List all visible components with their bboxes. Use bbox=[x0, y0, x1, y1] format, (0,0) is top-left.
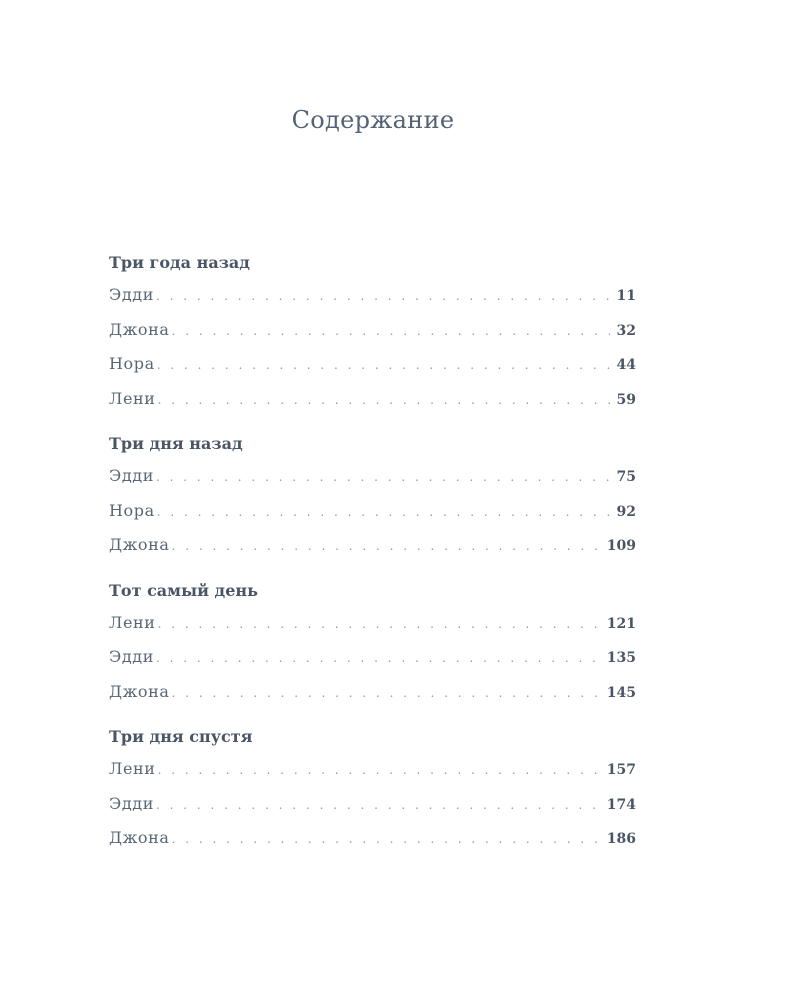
dot-leader bbox=[172, 314, 610, 349]
toc-entry[interactable] bbox=[109, 640, 636, 675]
entry-page-number: 75 bbox=[616, 469, 636, 485]
toc-section bbox=[109, 576, 636, 710]
section-title: Три года назад bbox=[109, 253, 250, 272]
entry-name: Лени bbox=[109, 759, 156, 778]
entry-name: Джона bbox=[109, 319, 170, 339]
dot-leader bbox=[156, 788, 605, 823]
toc-section bbox=[109, 722, 636, 856]
section-title: Три дня назад bbox=[109, 434, 243, 453]
dot-leader bbox=[156, 460, 610, 495]
entry-page-number: 92 bbox=[616, 503, 636, 520]
entry-name: Эдди bbox=[109, 647, 155, 666]
entry-name: Нора bbox=[109, 354, 155, 373]
toc-entry[interactable] bbox=[109, 347, 636, 382]
entry-name: Джона bbox=[109, 535, 170, 554]
entry-page-number: 32 bbox=[616, 322, 636, 339]
dot-leader bbox=[157, 495, 610, 530]
entry-name: Эдди bbox=[109, 466, 155, 485]
dot-leader bbox=[156, 279, 610, 314]
entry-page-number: 11 bbox=[616, 288, 636, 304]
toc-entry[interactable] bbox=[109, 752, 636, 787]
dot-leader bbox=[156, 641, 605, 676]
entry-name: Джона bbox=[109, 828, 170, 847]
entry-name: Джона bbox=[109, 681, 170, 701]
entry-name: Лени bbox=[109, 612, 156, 632]
entry-page-number: 174 bbox=[606, 796, 636, 813]
dot-leader bbox=[172, 529, 605, 564]
entry-page-number: 44 bbox=[616, 357, 636, 373]
dot-leader bbox=[172, 822, 605, 857]
toc-entry[interactable] bbox=[109, 821, 636, 856]
entry-name: Эдди bbox=[109, 285, 155, 304]
entry-page-number: 135 bbox=[606, 650, 636, 666]
toc-entry[interactable] bbox=[109, 459, 636, 494]
page-title: Содержание bbox=[291, 106, 455, 134]
toc-section bbox=[109, 429, 636, 563]
toc-entry[interactable] bbox=[109, 313, 636, 348]
dot-leader bbox=[158, 383, 610, 418]
toc-entry[interactable] bbox=[109, 382, 636, 417]
entry-name: Нора bbox=[109, 500, 155, 520]
entry-page-number: 145 bbox=[606, 684, 636, 701]
toc-entry[interactable] bbox=[109, 494, 636, 529]
toc-entry[interactable] bbox=[109, 528, 636, 563]
entry-page-number: 121 bbox=[606, 615, 636, 632]
entry-page-number: 157 bbox=[606, 762, 636, 778]
toc-entry[interactable] bbox=[109, 606, 636, 641]
entry-name: Эдди bbox=[109, 793, 155, 813]
dot-leader bbox=[172, 676, 605, 711]
dot-leader bbox=[158, 753, 605, 788]
entry-page-number: 186 bbox=[606, 831, 636, 847]
entry-page-number: 59 bbox=[616, 391, 636, 408]
toc-section bbox=[109, 248, 636, 416]
toc-entry[interactable] bbox=[109, 675, 636, 710]
table-of-contents bbox=[109, 248, 636, 869]
toc-entry[interactable] bbox=[109, 787, 636, 822]
entry-name: Лени bbox=[109, 388, 156, 408]
section-title: Тот самый день bbox=[109, 580, 258, 600]
entry-page-number: 109 bbox=[606, 538, 636, 554]
section-title: Три дня спустя bbox=[109, 727, 253, 746]
toc-entry[interactable] bbox=[109, 278, 636, 313]
dot-leader bbox=[157, 348, 610, 383]
dot-leader bbox=[158, 607, 605, 642]
